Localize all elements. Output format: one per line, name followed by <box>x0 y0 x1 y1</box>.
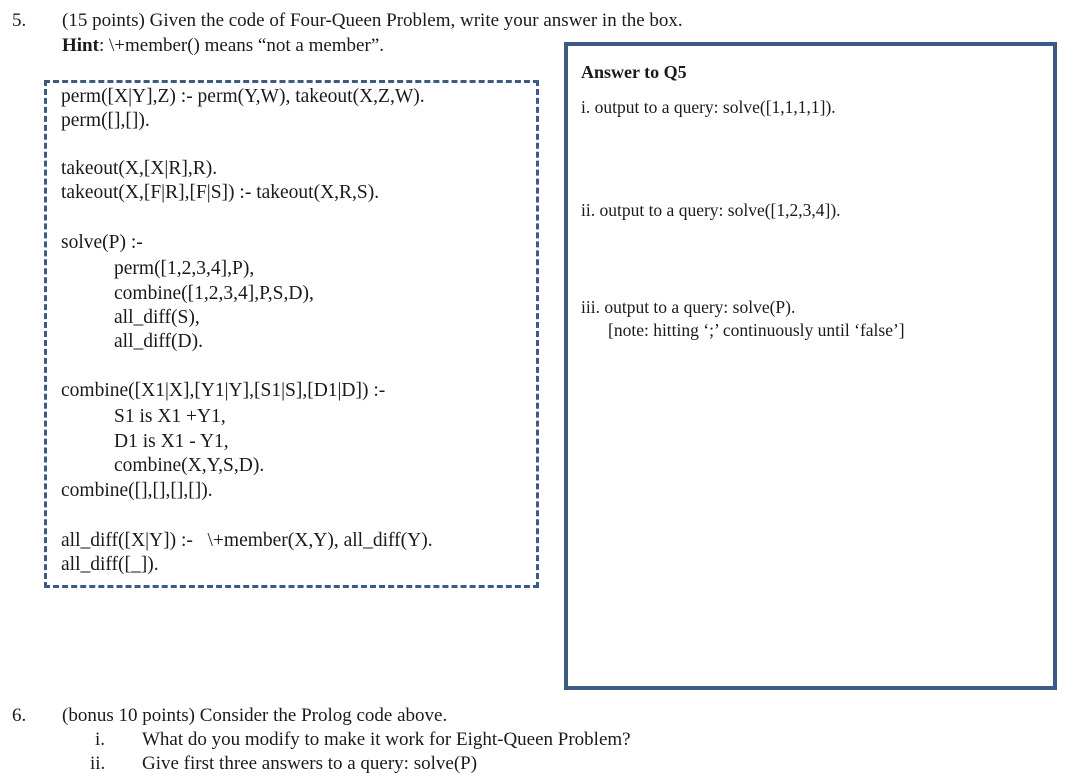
code-line: takeout(X,[F|R],[F|S]) :- takeout(X,R,S). <box>61 182 380 203</box>
question-6-text: (bonus 10 points) Consider the Prolog code above. <box>62 705 448 726</box>
code-line: D1 is X1 - Y1, <box>114 431 229 452</box>
code-line: all_diff(D). <box>114 331 203 352</box>
code-line: perm([1,2,3,4],P), <box>114 258 255 279</box>
code-line: combine([],[],[],[]). <box>61 480 213 501</box>
question-6-sub-ii-text: Give first three answers to a query: solve(P) <box>142 753 478 774</box>
hint-label: Hint <box>62 35 99 56</box>
answer-item-i: i. output to a query: solve([1,1,1,1]). <box>581 97 836 117</box>
answer-item-ii: ii. output to a query: solve([1,2,3,4]). <box>581 200 841 220</box>
answer-box-title: Answer to Q5 <box>581 62 687 82</box>
code-line: perm([],[]). <box>61 110 150 131</box>
code-line: combine([X1|X],[Y1|Y],[S1|S],[D1|D]) :- <box>61 380 386 401</box>
code-line: all_diff(S), <box>114 307 200 328</box>
code-line: S1 is X1 +Y1, <box>114 406 226 427</box>
code-line: all_diff([X|Y]) :- \+member(X,Y), all_diff(Y). <box>61 530 433 551</box>
question-6-sub-i-text: What do you modify to make it work for Eight-Queen Problem? <box>142 729 631 750</box>
answer-item-iii: iii. output to a query: solve(P). <box>581 297 796 317</box>
code-line: takeout(X,[X|R],R). <box>61 158 218 179</box>
code-line: perm([X|Y],Z) :- perm(Y,W), takeout(X,Z,W). <box>61 86 425 107</box>
question-6-sub-i-label: i. <box>95 729 106 750</box>
code-line: combine(X,Y,S,D). <box>114 455 265 476</box>
question-5-number: 5. <box>12 10 27 31</box>
answer-item-iii-note: [note: hitting ‘;’ continuously until ‘false’] <box>608 320 905 340</box>
answer-box[interactable] <box>564 42 1057 690</box>
question-6-sub-ii-label: ii. <box>90 753 106 774</box>
code-line: combine([1,2,3,4],P,S,D), <box>114 283 314 304</box>
code-line: all_diff([_]). <box>61 554 159 575</box>
hint-text: : \+member() means “not a member”. <box>98 35 384 56</box>
question-5-text: (15 points) Given the code of Four-Queen Problem, write your answer in the box. <box>62 10 683 31</box>
hint-line <box>62 35 384 57</box>
question-6-number: 6. <box>12 705 27 726</box>
code-line: solve(P) :- <box>61 232 143 253</box>
